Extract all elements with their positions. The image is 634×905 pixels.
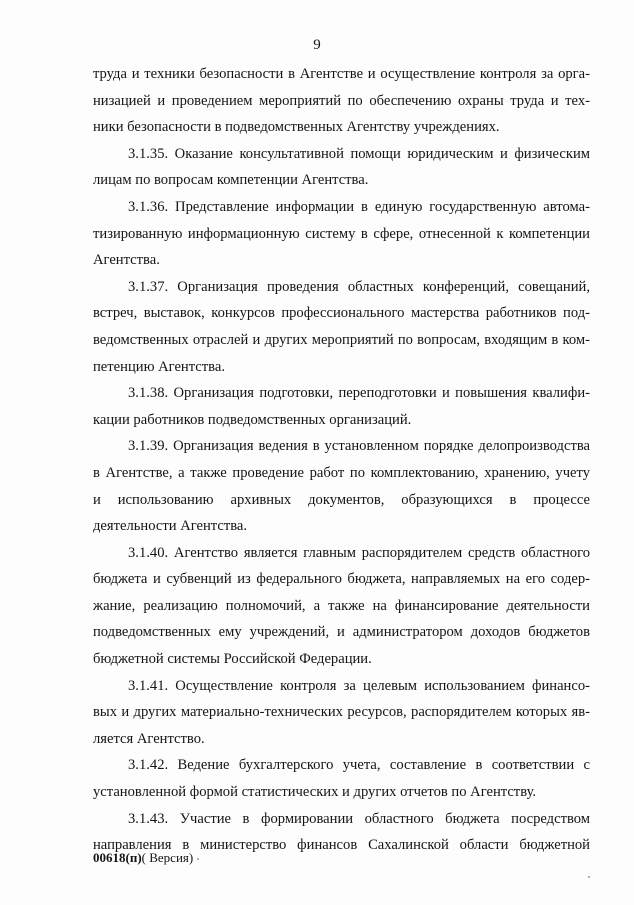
text-line: в Агентстве, а также проведение работ по комплектованию, хранению, учету: [93, 464, 590, 481]
paragraph: [93, 540, 590, 673]
text-line: направления в министерство финансов Сахалинской области бюджетной: [93, 837, 590, 854]
text-line: низацией и проведением мероприятий по обеспечению охраны труда и тех-: [93, 92, 590, 109]
text-line: бюджетной системы Российской Федерации.: [93, 651, 372, 668]
text-line: ведомственных отраслей и других мероприятий по вопросам, входящим в ком-: [93, 331, 590, 348]
document-footer: [93, 850, 193, 866]
text-line: подведомственных ему учреждений, и администратором доходов бюджетов: [93, 624, 590, 641]
text-line: кации работников подведомственных организаций.: [93, 411, 412, 428]
text-line: встреч, выставок, конкурсов профессионального мастерства работников под-: [93, 305, 590, 322]
text-line: 3.1.39. Организация ведения в установленном порядке делопроизводства: [128, 438, 590, 455]
text-line: 3.1.37. Организация проведения областных конференций, совещаний,: [128, 278, 590, 295]
text-line: установленной формой статистических и других отчетов по Агентству.: [93, 784, 537, 801]
paragraph: [93, 61, 590, 141]
text-line: тизированную информационную систему в сфере, отнесенной к компетенции: [93, 225, 590, 242]
paragraph: [93, 380, 590, 433]
text-line: лицам по вопросам компетенции Агентства.: [93, 172, 369, 189]
text-line: Агентства.: [93, 252, 160, 269]
paragraph: [93, 194, 590, 274]
text-line: 3.1.36. Представление информации в единую государственную автома-: [128, 198, 590, 215]
text-line: ляется Агентство.: [93, 730, 205, 747]
text-line: вых и других материально-технических ресурсов, распорядителем которых яв-: [93, 704, 590, 721]
page-number: 9: [313, 37, 321, 53]
text-line: деятельности Агентства.: [93, 518, 248, 535]
scan-speck: [588, 876, 590, 878]
text-line: петенцию Агентства.: [93, 358, 225, 375]
paragraph: [93, 673, 590, 753]
paragraph: [93, 141, 590, 194]
text-line: 3.1.35. Оказание консультативной помощи юридическим и физическим: [128, 145, 590, 162]
paragraph: [93, 752, 590, 805]
text-line: 3.1.41. Осуществление контроля за целевым использованием финансо-: [128, 677, 590, 694]
document-body: [93, 61, 590, 859]
text-line: бюджета и субвенций из федерального бюджета, направляемых на его содер-: [93, 571, 590, 588]
text-line: 3.1.38. Организация подготовки, переподготовки и повышения квалифи-: [128, 385, 590, 402]
text-line: 3.1.43. Участие в формировании областного бюджета посредством: [128, 810, 590, 827]
scan-speck: [197, 858, 199, 860]
text-line: ники безопасности в подведомственных Агентству учреждениях.: [93, 119, 500, 136]
text-line: 3.1.40. Агентство является главным распорядителем средств областного: [128, 544, 590, 561]
document-version: ( Версия): [141, 850, 194, 865]
paragraph: [93, 433, 590, 539]
text-line: и использованию архивных документов, образующихся в процессе: [93, 491, 590, 508]
text-line: жание, реализацию полномочий, а также на финансирование деятельности: [93, 597, 590, 614]
paragraph: [93, 274, 590, 380]
text-line: труда и техники безопасности в Агентстве и осуществление контроля за орга-: [93, 66, 590, 82]
document-code: 00618(п): [93, 850, 142, 865]
text-line: 3.1.42. Ведение бухгалтерского учета, составление в соответствии с: [128, 757, 590, 774]
